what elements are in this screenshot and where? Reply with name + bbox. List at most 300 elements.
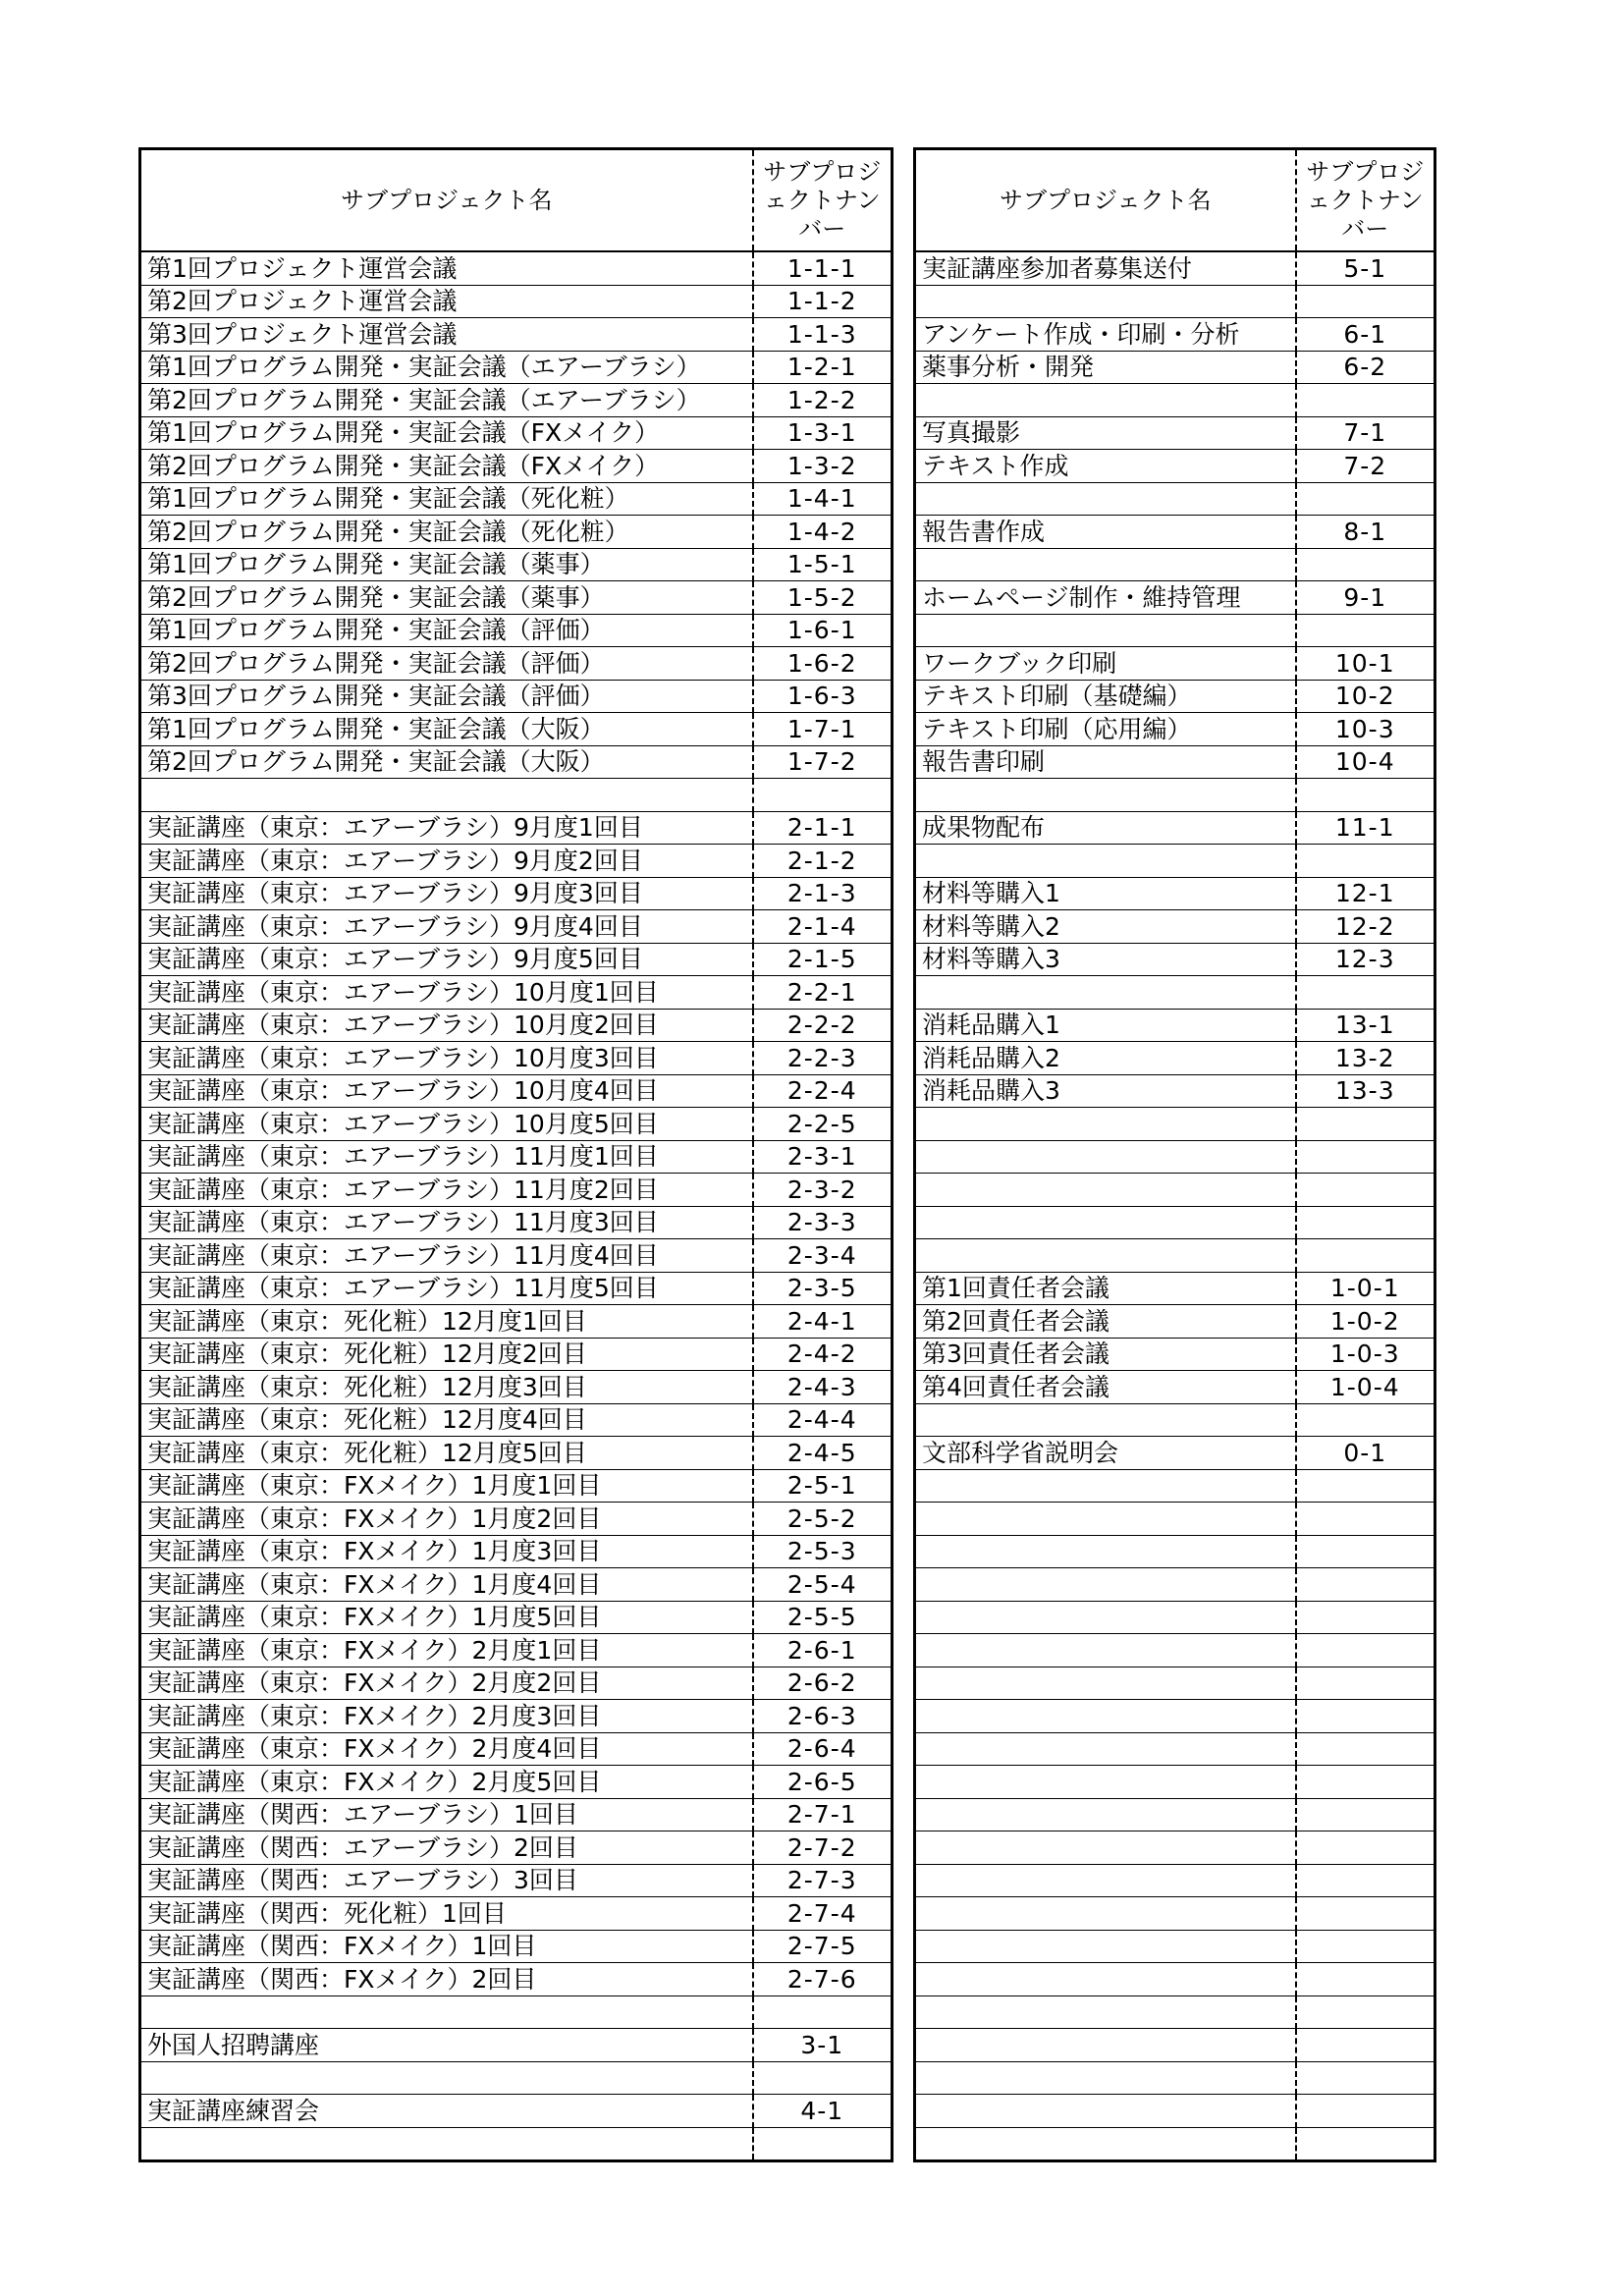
subproject-number-cell: 1-1-1	[753, 251, 893, 285]
subproject-name-cell	[915, 614, 1296, 647]
subproject-name-cell: 成果物配布	[915, 811, 1296, 845]
subproject-name-cell: 第2回責任者会議	[915, 1305, 1296, 1339]
table-row	[915, 811, 1435, 845]
subproject-name-cell: 第1回プログラム開発・実証会議（エアーブラシ）	[140, 351, 753, 384]
subproject-number-cell	[1296, 1568, 1435, 1602]
table-row	[140, 1831, 893, 1865]
subproject-number-cell	[1296, 1831, 1435, 1865]
table-row	[915, 1601, 1435, 1634]
subproject-name-cell: 実証講座（東京：FXメイク）1月度3回目	[140, 1535, 753, 1568]
subproject-number-cell	[1296, 1174, 1435, 1207]
subproject-name-cell: 第1回プログラム開発・実証会議（大阪）	[140, 713, 753, 746]
subproject-number-cell	[1296, 614, 1435, 647]
subproject-number-cell	[1296, 845, 1435, 878]
subproject-name-cell: 実証講座（東京：FXメイク）1月度5回目	[140, 1601, 753, 1634]
subproject-number-cell: 9-1	[1296, 581, 1435, 615]
table-row	[915, 1469, 1435, 1503]
subproject-name-cell: 実証講座（東京：エアーブラシ）11月度1回目	[140, 1140, 753, 1174]
table-row	[140, 745, 893, 779]
subproject-name-cell: 実証講座（東京：エアーブラシ）10月度4回目	[140, 1074, 753, 1108]
subproject-number-cell: 2-3-2	[753, 1174, 893, 1207]
subproject-number-cell	[1296, 1140, 1435, 1174]
table-row	[915, 1174, 1435, 1207]
table-row	[140, 1667, 893, 1700]
table-row	[140, 2029, 893, 2062]
subproject-name-cell: 実証講座（東京：死化粧）12月度3回目	[140, 1371, 753, 1404]
subproject-name-cell: 実証講座練習会	[140, 2095, 753, 2128]
table-row	[915, 745, 1435, 779]
table-row	[915, 1568, 1435, 1602]
subproject-number-cell: 1-5-1	[753, 548, 893, 581]
subproject-number-cell: 10-3	[1296, 713, 1435, 746]
table-row	[140, 680, 893, 713]
subproject-name-cell: 第3回責任者会議	[915, 1338, 1296, 1371]
subproject-number-cell	[1296, 1206, 1435, 1239]
subproject-name-cell: 実証講座（関西：エアーブラシ）2回目	[140, 1831, 753, 1865]
table-row	[915, 581, 1435, 615]
table-header-row	[140, 149, 893, 252]
subproject-name-cell: 薬事分析・開発	[915, 351, 1296, 384]
table-row	[140, 779, 893, 812]
subproject-name-cell	[915, 1568, 1296, 1602]
table-row	[915, 1667, 1435, 1700]
subproject-number-cell: 7-2	[1296, 450, 1435, 483]
subproject-name-cell	[140, 1995, 753, 2029]
subproject-number-cell: 2-7-6	[753, 1963, 893, 1996]
subproject-name-cell	[915, 1206, 1296, 1239]
subproject-name-cell: 実証講座（東京：FXメイク）2月度2回目	[140, 1667, 753, 1700]
subproject-name-cell	[915, 1634, 1296, 1667]
table-row	[140, 713, 893, 746]
subproject-number-cell	[1296, 482, 1435, 516]
subproject-name-cell	[915, 1601, 1296, 1634]
table-row	[140, 1272, 893, 1305]
table-row	[140, 581, 893, 615]
table-row	[140, 614, 893, 647]
subproject-name-cell	[915, 1831, 1296, 1865]
subproject-number-cell: 1-7-1	[753, 713, 893, 746]
table-row	[140, 1963, 893, 1996]
subproject-name-cell: 消耗品購入2	[915, 1042, 1296, 1075]
table-row	[915, 1831, 1435, 1865]
table-row	[140, 1568, 893, 1602]
subproject-name-cell: 実証講座（関西：エアーブラシ）3回目	[140, 1864, 753, 1897]
subproject-name-cell	[915, 1239, 1296, 1273]
subproject-number-cell	[1296, 1732, 1435, 1766]
table-row	[915, 1074, 1435, 1108]
subproject-number-cell	[1296, 1864, 1435, 1897]
table-row	[915, 877, 1435, 910]
table-row	[915, 482, 1435, 516]
table-row	[915, 680, 1435, 713]
table-body	[915, 251, 1435, 2161]
subproject-number-cell: 1-0-4	[1296, 1371, 1435, 1404]
subproject-name-cell: 実証講座（東京：エアーブラシ）9月度5回目	[140, 943, 753, 976]
subproject-name-cell	[915, 845, 1296, 878]
subproject-number-cell: 2-6-4	[753, 1732, 893, 1766]
subproject-number-cell: 8-1	[1296, 516, 1435, 549]
subproject-name-cell: 実証講座（東京：エアーブラシ）10月度5回目	[140, 1108, 753, 1141]
table-row	[140, 1766, 893, 1799]
subproject-name-cell: 第1回責任者会議	[915, 1272, 1296, 1305]
subproject-number-cell	[1296, 1601, 1435, 1634]
subproject-number-cell	[1296, 1930, 1435, 1963]
table-row	[915, 1042, 1435, 1075]
subproject-number-cell: 4-1	[753, 2095, 893, 2128]
table-row	[140, 1634, 893, 1667]
subproject-name-cell: 実証講座（関西：FXメイク）2回目	[140, 1963, 753, 1996]
subproject-name-cell: 実証講座（東京：死化粧）12月度2回目	[140, 1338, 753, 1371]
subproject-number-cell: 1-0-3	[1296, 1338, 1435, 1371]
table-row	[140, 1371, 893, 1404]
subproject-name-cell	[915, 976, 1296, 1010]
subproject-number-cell	[1296, 1503, 1435, 1536]
subproject-number-cell: 2-7-2	[753, 1831, 893, 1865]
subproject-number-cell: 7-1	[1296, 416, 1435, 450]
subproject-number-cell	[753, 1995, 893, 2029]
subproject-name-cell	[915, 1503, 1296, 1536]
subproject-number-cell: 1-1-3	[753, 318, 893, 352]
table-row	[140, 1174, 893, 1207]
subproject-name-cell	[915, 2029, 1296, 2062]
table-row	[915, 1634, 1435, 1667]
subproject-name-cell: テキスト印刷（応用編）	[915, 713, 1296, 746]
table-row	[915, 1503, 1435, 1536]
subproject-name-cell: 消耗品購入1	[915, 1009, 1296, 1042]
table-row	[140, 1305, 893, 1339]
subproject-number-cell: 2-3-4	[753, 1239, 893, 1273]
subproject-number-cell: 13-2	[1296, 1042, 1435, 1075]
subproject-number-cell: 10-2	[1296, 680, 1435, 713]
table-row	[140, 450, 893, 483]
subproject-number-cell	[1296, 1108, 1435, 1141]
subproject-number-cell: 3-1	[753, 2029, 893, 2062]
table-row	[915, 1338, 1435, 1371]
subproject-number-cell: 1-4-2	[753, 516, 893, 549]
subproject-name-cell: 第2回プログラム開発・実証会議（FXメイク）	[140, 450, 753, 483]
subproject-number-cell: 10-1	[1296, 647, 1435, 681]
subproject-number-cell: 2-4-5	[753, 1437, 893, 1470]
subproject-name-cell	[915, 1995, 1296, 2029]
table-row	[915, 1995, 1435, 2029]
subproject-number-cell: 1-3-2	[753, 450, 893, 483]
subproject-number-cell: 2-6-5	[753, 1766, 893, 1799]
subproject-number-cell: 1-0-2	[1296, 1305, 1435, 1339]
subproject-number-cell	[753, 779, 893, 812]
subproject-name-cell: テキスト作成	[915, 450, 1296, 483]
subproject-name-cell: 第4回責任者会議	[915, 1371, 1296, 1404]
subproject-number-cell: 2-1-3	[753, 877, 893, 910]
subproject-number-cell: 2-2-3	[753, 1042, 893, 1075]
subproject-name-cell: 実証講座（東京：エアーブラシ）9月度1回目	[140, 811, 753, 845]
table-row	[915, 1140, 1435, 1174]
table-row	[915, 2095, 1435, 2128]
table-row	[915, 943, 1435, 976]
table-row	[915, 1535, 1435, 1568]
subproject-number-cell: 2-7-3	[753, 1864, 893, 1897]
table-row	[140, 318, 893, 352]
subproject-name-cell: 第1回プロジェクト運営会議	[140, 251, 753, 285]
header-subproject-name: サブプロジェクト名	[915, 149, 1296, 252]
subproject-name-cell: 実証講座（東京：FXメイク）2月度4回目	[140, 1732, 753, 1766]
subproject-number-cell: 2-1-4	[753, 910, 893, 944]
table-row	[140, 1469, 893, 1503]
table-row	[140, 548, 893, 581]
subproject-name-cell: ホームページ制作・維持管理	[915, 581, 1296, 615]
subproject-number-cell	[1296, 1700, 1435, 1733]
table-row	[915, 548, 1435, 581]
subproject-name-cell: 実証講座（東京：FXメイク）1月度1回目	[140, 1469, 753, 1503]
subproject-number-cell: 13-1	[1296, 1009, 1435, 1042]
subproject-name-cell	[915, 1108, 1296, 1141]
subproject-number-cell	[753, 2061, 893, 2095]
table-row	[140, 1503, 893, 1536]
table-row	[140, 1403, 893, 1437]
subproject-name-cell	[140, 2061, 753, 2095]
subproject-table-right	[913, 147, 1436, 2162]
table-row	[915, 285, 1435, 318]
table-row	[140, 1798, 893, 1831]
subproject-number-cell	[1296, 2095, 1435, 2128]
subproject-number-cell: 1-2-1	[753, 351, 893, 384]
table-body	[140, 251, 893, 2161]
table-row	[915, 976, 1435, 1010]
subproject-name-cell: 消耗品購入3	[915, 1074, 1296, 1108]
subproject-name-cell: 材料等購入1	[915, 877, 1296, 910]
subproject-number-cell: 2-3-1	[753, 1140, 893, 1174]
subproject-number-cell	[1296, 1535, 1435, 1568]
table-row	[915, 845, 1435, 878]
subproject-number-cell: 2-3-3	[753, 1206, 893, 1239]
table-row	[140, 1930, 893, 1963]
subproject-number-cell: 1-6-2	[753, 647, 893, 681]
subproject-number-cell: 2-7-1	[753, 1798, 893, 1831]
subproject-name-cell: 第2回プログラム開発・実証会議（大阪）	[140, 745, 753, 779]
subproject-name-cell	[915, 1897, 1296, 1931]
table-row	[140, 1206, 893, 1239]
subproject-number-cell: 0-1	[1296, 1437, 1435, 1470]
subproject-number-cell: 2-6-1	[753, 1634, 893, 1667]
subproject-name-cell: 実証講座（東京：エアーブラシ）9月度3回目	[140, 877, 753, 910]
subproject-number-cell: 2-5-1	[753, 1469, 893, 1503]
table-row	[915, 2061, 1435, 2095]
table-row	[140, 943, 893, 976]
subproject-number-cell	[1296, 1897, 1435, 1931]
subproject-number-cell: 2-7-5	[753, 1930, 893, 1963]
subproject-number-cell: 2-5-3	[753, 1535, 893, 1568]
subproject-name-cell	[140, 779, 753, 812]
table-row	[140, 416, 893, 450]
subproject-name-cell	[915, 1535, 1296, 1568]
subproject-number-cell: 2-6-2	[753, 1667, 893, 1700]
subproject-name-cell	[140, 2127, 753, 2161]
subproject-name-cell	[915, 1667, 1296, 1700]
table-header-row	[915, 149, 1435, 252]
table-row	[915, 779, 1435, 812]
subproject-number-cell	[1296, 1798, 1435, 1831]
subproject-name-cell: 実証講座（関西：死化粧）1回目	[140, 1897, 753, 1931]
table-row	[915, 1930, 1435, 1963]
subproject-number-cell	[1296, 976, 1435, 1010]
subproject-name-cell	[915, 1403, 1296, 1437]
subproject-number-cell: 2-4-2	[753, 1338, 893, 1371]
subproject-number-cell: 2-7-4	[753, 1897, 893, 1931]
table-row	[140, 1601, 893, 1634]
subproject-number-cell: 1-5-2	[753, 581, 893, 615]
subproject-name-cell	[915, 1766, 1296, 1799]
subproject-number-cell	[1296, 384, 1435, 417]
subproject-number-cell: 1-0-1	[1296, 1272, 1435, 1305]
table-row	[915, 1108, 1435, 1141]
table-row	[915, 318, 1435, 352]
table-row	[140, 845, 893, 878]
table-row	[140, 251, 893, 285]
table-row	[915, 1864, 1435, 1897]
subproject-number-cell: 1-4-1	[753, 482, 893, 516]
subproject-number-cell: 1-7-2	[753, 745, 893, 779]
header-subproject-number: サブプロジェクトナンバー	[1296, 149, 1435, 252]
subproject-number-cell: 2-6-3	[753, 1700, 893, 1733]
table-row	[915, 251, 1435, 285]
table-row	[915, 1963, 1435, 1996]
subproject-number-cell: 1-1-2	[753, 285, 893, 318]
subproject-name-cell: 写真撮影	[915, 416, 1296, 450]
table-row	[915, 516, 1435, 549]
table-row	[140, 1437, 893, 1470]
table-row	[140, 1338, 893, 1371]
table-row	[140, 1074, 893, 1108]
table-row	[140, 1140, 893, 1174]
table-row	[140, 516, 893, 549]
table-row	[915, 1700, 1435, 1733]
subproject-name-cell: 実証講座参加者募集送付	[915, 251, 1296, 285]
subproject-name-cell	[915, 2095, 1296, 2128]
subproject-name-cell	[915, 1469, 1296, 1503]
table-row	[915, 614, 1435, 647]
table-row	[915, 384, 1435, 417]
table-row	[140, 1535, 893, 1568]
subproject-number-cell: 2-4-1	[753, 1305, 893, 1339]
table-row	[915, 1009, 1435, 1042]
subproject-name-cell	[915, 779, 1296, 812]
subproject-number-cell	[1296, 1667, 1435, 1700]
table-row	[915, 450, 1435, 483]
table-row	[140, 384, 893, 417]
subproject-number-cell: 13-3	[1296, 1074, 1435, 1108]
subproject-name-cell: 実証講座（東京：FXメイク）2月度1回目	[140, 1634, 753, 1667]
subproject-number-cell	[1296, 1963, 1435, 1996]
subproject-number-cell: 2-3-5	[753, 1272, 893, 1305]
table-row	[140, 647, 893, 681]
subproject-name-cell: アンケート作成・印刷・分析	[915, 318, 1296, 352]
subproject-number-cell: 6-2	[1296, 351, 1435, 384]
subproject-number-cell	[1296, 2061, 1435, 2095]
subproject-number-cell	[1296, 1634, 1435, 1667]
subproject-name-cell: 材料等購入2	[915, 910, 1296, 944]
subproject-number-cell	[1296, 2127, 1435, 2161]
subproject-name-cell: 第1回プログラム開発・実証会議（評価）	[140, 614, 753, 647]
table-row	[140, 2095, 893, 2128]
subproject-number-cell: 2-2-2	[753, 1009, 893, 1042]
subproject-name-cell	[915, 1963, 1296, 1996]
subproject-name-cell: 実証講座（東京：死化粧）12月度5回目	[140, 1437, 753, 1470]
subproject-name-cell	[915, 1140, 1296, 1174]
subproject-number-cell: 2-4-4	[753, 1403, 893, 1437]
table-row	[915, 647, 1435, 681]
table-row	[140, 1995, 893, 2029]
subproject-name-cell	[915, 384, 1296, 417]
table-row	[915, 910, 1435, 944]
subproject-number-cell: 2-1-5	[753, 943, 893, 976]
subproject-name-cell	[915, 1732, 1296, 1766]
subproject-name-cell	[915, 548, 1296, 581]
subproject-name-cell: 実証講座（東京：死化粧）12月度1回目	[140, 1305, 753, 1339]
subproject-number-cell	[1296, 1239, 1435, 1273]
subproject-number-cell: 1-3-1	[753, 416, 893, 450]
subproject-number-cell	[1296, 285, 1435, 318]
subproject-name-cell: 第2回プロジェクト運営会議	[140, 285, 753, 318]
subproject-name-cell: 第2回プログラム開発・実証会議（死化粧）	[140, 516, 753, 549]
subproject-number-cell: 1-2-2	[753, 384, 893, 417]
subproject-number-cell: 2-2-5	[753, 1108, 893, 1141]
subproject-number-cell: 2-1-2	[753, 845, 893, 878]
subproject-name-cell: 第2回プログラム開発・実証会議（エアーブラシ）	[140, 384, 753, 417]
subproject-number-cell: 1-6-3	[753, 680, 893, 713]
table-row	[915, 1437, 1435, 1470]
subproject-number-cell: 11-1	[1296, 811, 1435, 845]
subproject-name-cell: 実証講座（関西：エアーブラシ）1回目	[140, 1798, 753, 1831]
subproject-name-cell: 第2回プログラム開発・実証会議（薬事）	[140, 581, 753, 615]
table-row	[140, 1700, 893, 1733]
table-row	[140, 1897, 893, 1931]
subproject-name-cell	[915, 285, 1296, 318]
table-row	[140, 482, 893, 516]
subproject-name-cell: 実証講座（東京：FXメイク）1月度2回目	[140, 1503, 753, 1536]
table-row	[915, 1305, 1435, 1339]
subproject-number-cell	[1296, 1766, 1435, 1799]
subproject-name-cell	[915, 1700, 1296, 1733]
subproject-number-cell: 2-5-5	[753, 1601, 893, 1634]
subproject-name-cell: テキスト印刷（基礎編）	[915, 680, 1296, 713]
subproject-name-cell: 実証講座（東京：エアーブラシ）10月度2回目	[140, 1009, 753, 1042]
subproject-number-cell: 12-3	[1296, 943, 1435, 976]
subproject-name-cell	[915, 1930, 1296, 1963]
subproject-name-cell: 実証講座（東京：死化粧）12月度4回目	[140, 1403, 753, 1437]
table-row	[140, 1864, 893, 1897]
subproject-name-cell: 第1回プログラム開発・実証会議（FXメイク）	[140, 416, 753, 450]
table-row	[140, 910, 893, 944]
table-row	[915, 1766, 1435, 1799]
table-row	[140, 1239, 893, 1273]
subproject-number-cell	[1296, 1469, 1435, 1503]
table-row	[915, 416, 1435, 450]
subproject-number-cell: 12-1	[1296, 877, 1435, 910]
table-row	[140, 1108, 893, 1141]
table-row	[915, 351, 1435, 384]
subproject-table-left	[138, 147, 893, 2162]
table-row	[140, 351, 893, 384]
subproject-name-cell: ワークブック印刷	[915, 647, 1296, 681]
table-row	[915, 1403, 1435, 1437]
subproject-name-cell: 材料等購入3	[915, 943, 1296, 976]
header-subproject-number: サブプロジェクトナンバー	[753, 149, 893, 252]
subproject-name-cell	[915, 2061, 1296, 2095]
subproject-number-cell: 2-1-1	[753, 811, 893, 845]
table-row	[140, 2127, 893, 2161]
table-row	[915, 713, 1435, 746]
subproject-name-cell	[915, 2127, 1296, 2161]
table-row	[915, 2127, 1435, 2161]
